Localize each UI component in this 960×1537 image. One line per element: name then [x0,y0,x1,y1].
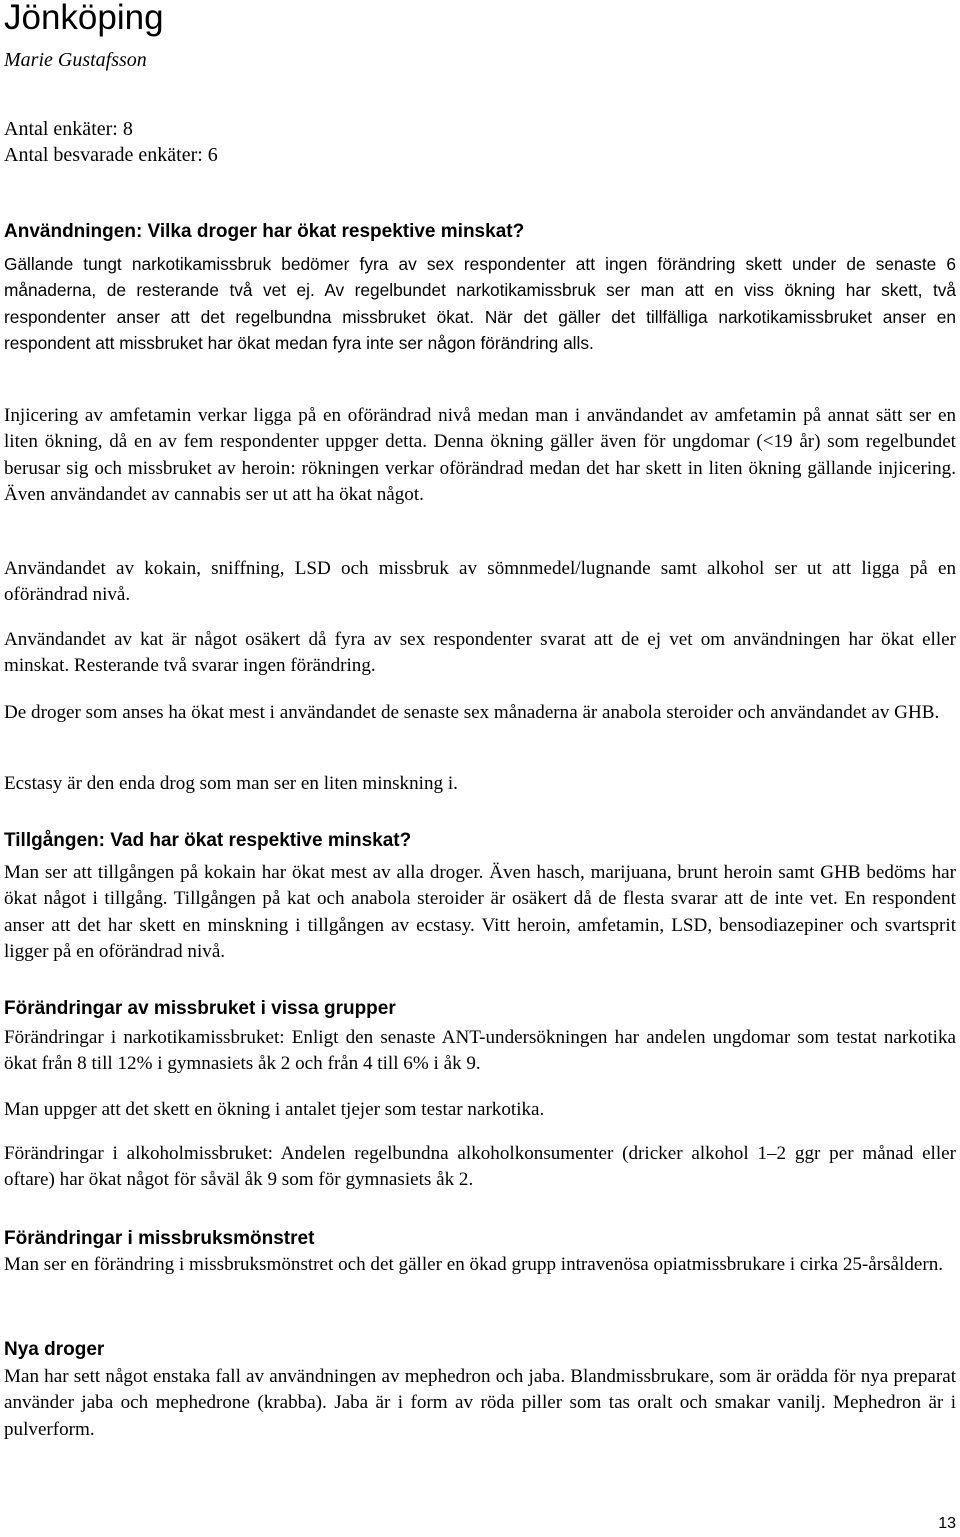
heading-pattern: Förändringar i missbruksmönstret [4,1228,315,1249]
paragraph-groups-3: Förändringar i alkoholmissbruket: Andelen regelbundna alkoholkonsumenter (dricker alkohol 1–2 ggr per månad eller oftare) har ökat något för såväl åk 9 som för gymnasiets åk 2. [4,1143,956,1191]
author-name: Marie Gustafsson [4,49,147,71]
paragraph-groups-1: Förändringar i narkotikamissbruket: Enligt den senaste ANT-undersökningen har andelen ungdomar som testat narkotika ökat från 8 till 12% i gymnasiets åk 2 och från 4 till 6% i åk 9. [4,1027,956,1075]
heading-usage: Användningen: Vilka droger har ökat respektive minskat? [4,221,525,242]
paragraph-usage-3: Användandet av kokain, sniffning, LSD och missbruk av sömnmedel/lugnande samt alkohol ser ut att ligga på en oförändrad nivå. [4,558,956,606]
paragraph-new-drugs-1: Man har sett något enstaka fall av användningen av mephedron och jaba. Blandmissbrukare, som är orädda för nya preparat använder jaba och mephedrone (krabba). Jaba är i form av röda piller som tas oralt och smakar vanilj. Mephedron är i pulverform. [4,1366,956,1440]
paragraph-usage-2: Injicering av amfetamin verkar ligga på en oförändrad nivå medan man i användandet av amfetamin på annat sätt ser en liten ökning, då en av fem respondenter uppger detta. Denna ökning gäller även för ungdomar (<19 år) som regelbundet berusar sig och missbruket av heroin: rökningen verkar oförändrad medan det har skett in liten ökning gällande injicering. Även användandet av cannabis ser ut att ha ökat något. [4,405,956,506]
heading-new-drugs: Nya droger [4,1339,105,1360]
page-number: 13 [938,1515,956,1532]
page-title: Jönköping [4,0,164,37]
heading-availability: Tillgången: Vad har ökat respektive minskat? [4,830,412,851]
paragraph-pattern-1: Man ser en förändring i missbruksmönstret och det gäller en ökad grupp intravenösa opiatmissbrukare i cirka 25-årsåldern. [4,1254,944,1275]
paragraph-usage-1: Gällande tungt narkotikamissbruk bedömer fyra av sex respondenter att ingen förändring skett under de senaste 6 månaderna, de resterande två vet ej. Av regelbundet narkotikamissbruk ser man att en viss ökning har skett, två respondenter anser att det regelbundna missbruket ökat. När det gäller det tillfälliga narkotikamissbruket anser en respondent att missbruket har ökat medan fyra inte ser någon förändring alls. [4,254,956,354]
paragraph-availability-1: Man ser att tillgången på kokain har ökat mest av alla droger. Även hasch, marijuana, brunt heroin samt GHB bedöms har ökat något i tillgång. Tillgången på kat och anabola steroider är osäkert då de flesta svarar att de inte vet. En respondent anser att det har skett en minskning i tillgången av ecstasy. Vitt heroin, amfetamin, LSD, bensodiazepiner och svartsprit ligger på en oförändrad nivå. [4,862,956,963]
survey-count: Antal enkäter: 8 [4,118,133,140]
paragraph-usage-4: Användandet av kat är något osäkert då fyra av sex respondenter svarat att de ej vet om användningen har ökat eller minskat. Resterande två svarar ingen förändring. [4,629,956,677]
heading-groups: Förändringar av missbruket i vissa grupper [4,998,396,1019]
paragraph-usage-5: De droger som anses ha ökat mest i användandet de senaste sex månaderna är anabola steroider och användandet av GHB. [4,702,940,723]
paragraph-usage-6: Ecstasy är den enda drog som man ser en liten minskning i. [4,773,458,794]
paragraph-groups-2: Man uppger att det skett en ökning i antalet tjejer som testar narkotika. [4,1099,545,1120]
answered-count: Antal besvarade enkäter: 6 [4,144,218,166]
